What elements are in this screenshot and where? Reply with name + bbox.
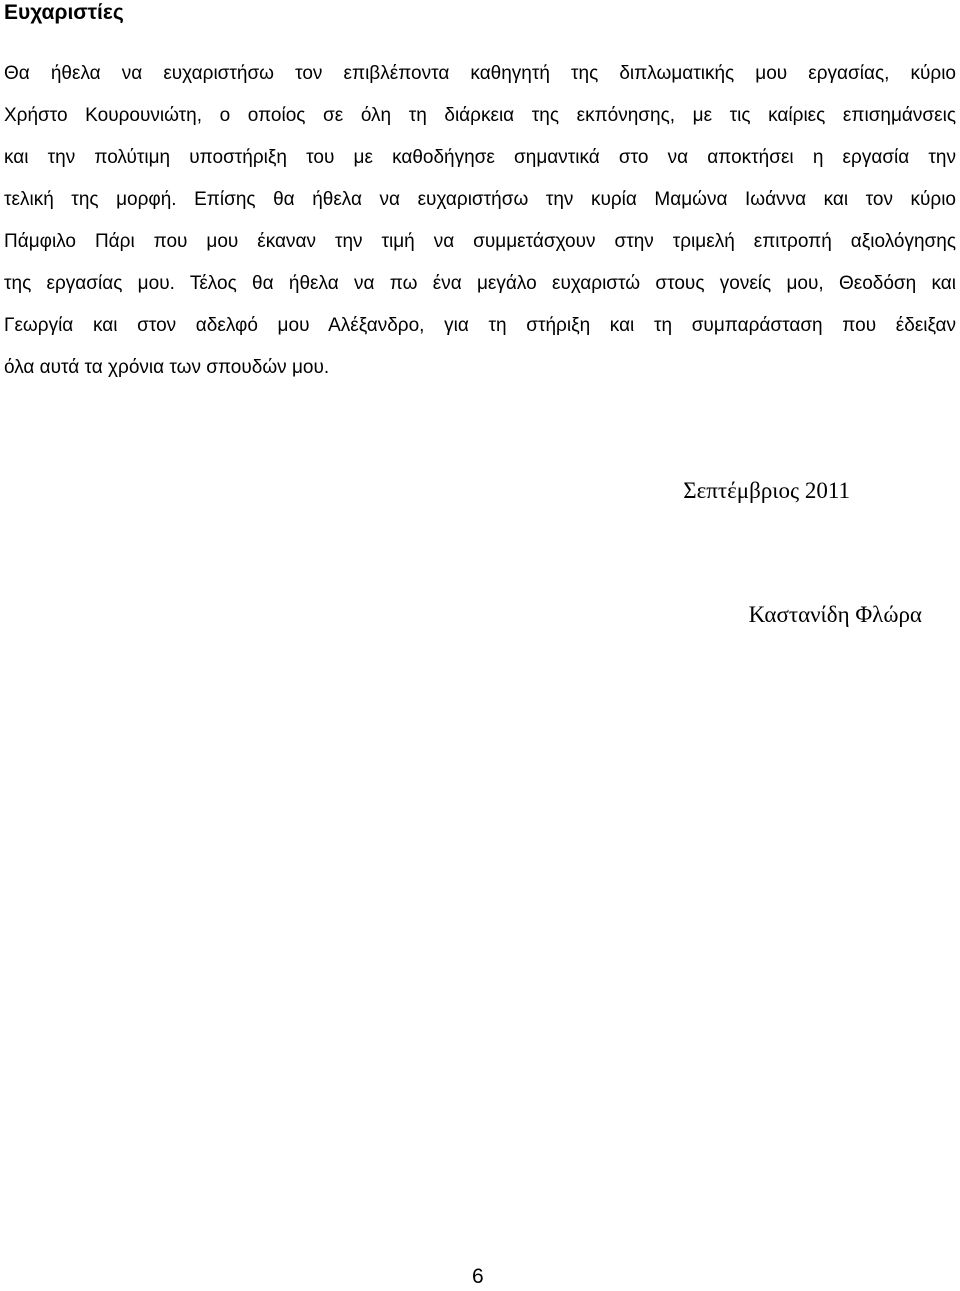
paragraph-line: Γεωργία και στον αδελφό μου Αλέξανδρο, για τη στήριξη και τη συμπαράσταση που έδειξαν [4, 315, 956, 336]
paragraph-line: της εργασίας μου. Τέλος θα ήθελα να πω ένα μεγάλο ευχαριστώ στους γονείς μου, Θεοδόση και [4, 273, 956, 294]
paragraph-line: Θα ήθελα να ευχαριστήσω τον επιβλέποντα καθηγητή της διπλωματικής μου εργασίας, κύριο [4, 63, 956, 84]
paragraph-line: και την πολύτιμη υποστήριξη του με καθοδήγησε σημαντικά στο να αποκτήσει η εργασία την [4, 147, 956, 168]
paragraph-line: όλα αυτά τα χρόνια των σπουδών μου. [4, 357, 330, 378]
date: Σεπτέμβριος 2011 [683, 478, 850, 503]
paragraph-line: Πάμφιλο Πάρι που μου έκαναν την τιμή να συμμετάσχουν στην τριμελή επιτροπή αξιολόγησης [4, 231, 956, 252]
paragraph-line: τελική της μορφή. Επίσης θα ήθελα να ευχαριστήσω την κυρία Μαμώνα Ιωάννα και τον κύριο [4, 189, 956, 210]
page-title: Ευχαριστίες [4, 1, 124, 24]
author-signature: Καστανίδη Φλώρα [748, 602, 922, 627]
page-number: 6 [472, 1265, 484, 1288]
paragraph-line: Χρήστο Κουρουνιώτη, ο οποίος σε όλη τη διάρκεια της εκπόνησης, με τις καίριες επισημάνσεις [4, 105, 956, 126]
